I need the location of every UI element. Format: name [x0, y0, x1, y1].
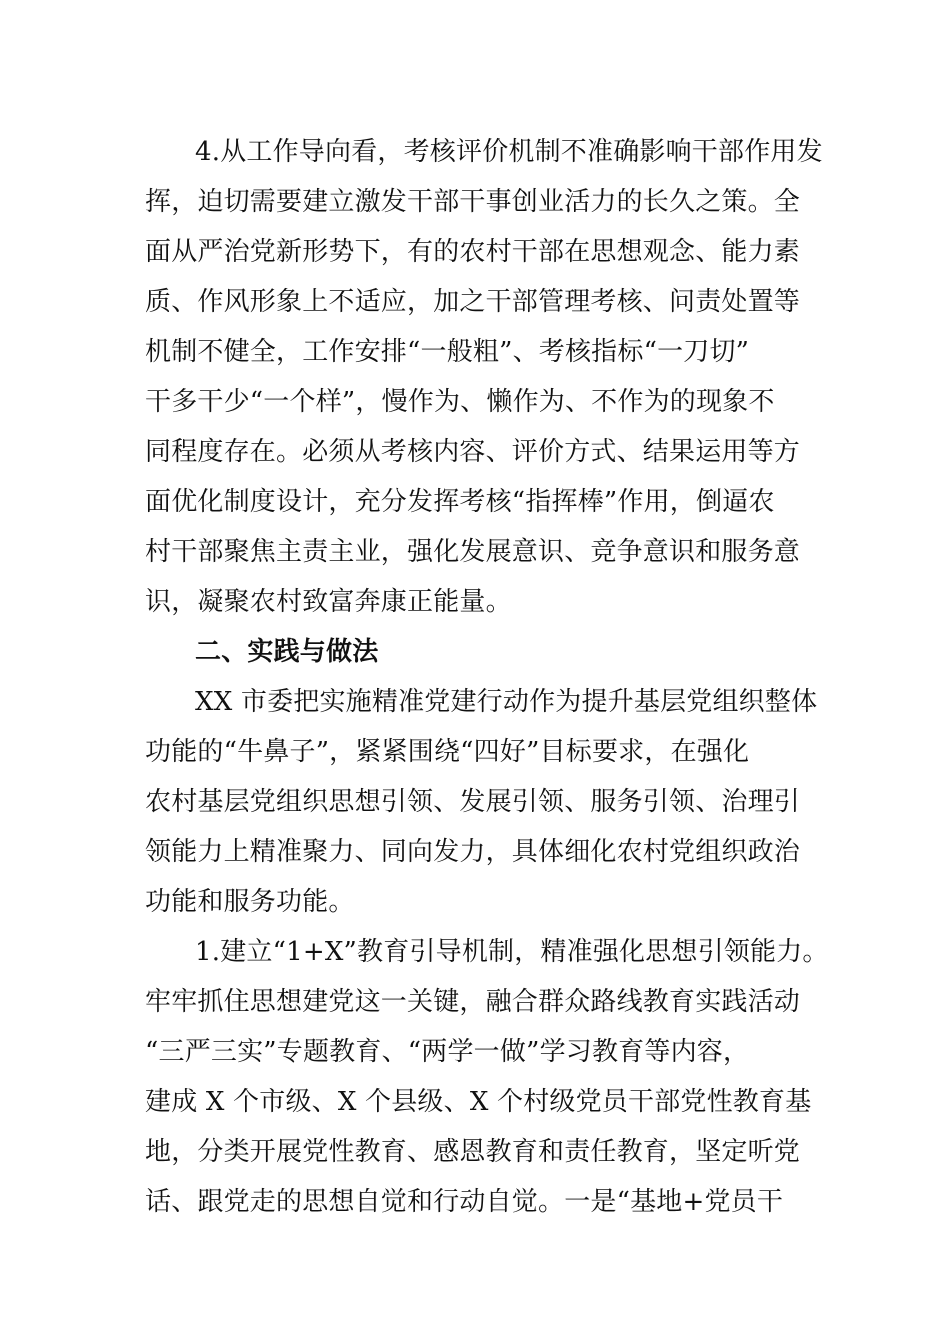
paragraph-line: 识，凝聚农村致富奔康正能量。 — [145, 587, 512, 617]
paragraph-line: 同程度存在。必须从考核内容、评价方式、结果运用等方 — [145, 437, 801, 467]
paragraph-line: 领能力上精准聚力、同向发力，具体细化农村党组织政治 — [145, 837, 801, 867]
paragraph-line: 面优化制度设计，充分发挥考核“指挥棒”作用，倒逼农 — [145, 487, 775, 517]
paragraph-line: 村干部聚焦主责主业，强化发展意识、竞争意识和服务意 — [145, 537, 801, 567]
paragraph-line: “三严三实”专题教育、“两学一做”学习教育等内容， — [145, 1037, 750, 1067]
paragraph-line: 面从严治党新形势下，有的农村干部在思想观念、能力素 — [145, 237, 801, 267]
paragraph-line: 建成 X 个市级、X 个县级、X 个村级党员干部党性教育基 — [145, 1087, 812, 1117]
paragraph-line: 质、作风形象上不适应，加之干部管理考核、问责处置等 — [145, 287, 801, 317]
section-heading: 二、实践与做法 — [195, 637, 379, 667]
paragraph-line: 4.从工作导向看，考核评价机制不准确影响干部作用发 — [195, 137, 823, 167]
paragraph-line: 牢牢抓住思想建党这一关键，融合群众路线教育实践活动 — [145, 987, 801, 1017]
paragraph-line: 功能和服务功能。 — [145, 887, 355, 917]
paragraph-line: 话、跟党走的思想自觉和行动自觉。一是“基地+党员干 — [145, 1187, 784, 1217]
paragraph-line: 地，分类开展党性教育、感恩教育和责任教育，坚定听党 — [145, 1137, 801, 1167]
paragraph-line: 1.建立“1+X”教育引导机制，精准强化思想引领能力。 — [195, 937, 829, 967]
paragraph-line: 挥，迫切需要建立激发干部干事创业活力的长久之策。全 — [145, 187, 801, 217]
paragraph-line: 干多干少“一个样”，慢作为、懒作为、不作为的现象不 — [145, 387, 775, 417]
paragraph-line: 农村基层党组织思想引领、发展引领、服务引领、治理引 — [145, 787, 801, 817]
paragraph-line: 机制不健全，工作安排“一般粗”、考核指标“一刀切” — [145, 337, 750, 367]
paragraph-line: XX 市委把实施精准党建行动作为提升基层党组织整体 — [195, 687, 818, 717]
paragraph-line: 功能的“牛鼻子”，紧紧围绕“四好”目标要求，在强化 — [145, 737, 750, 767]
